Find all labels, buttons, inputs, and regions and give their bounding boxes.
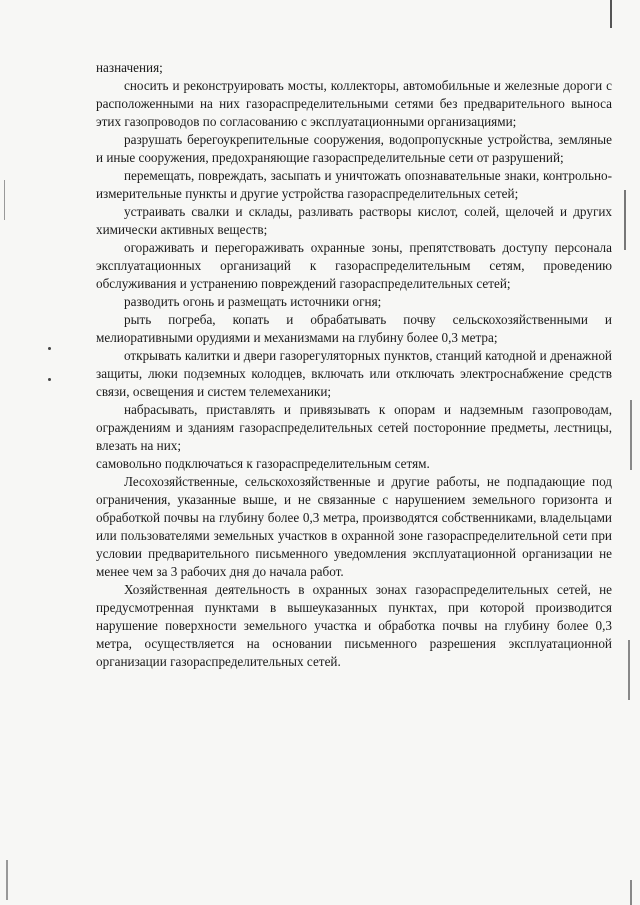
scan-edge-mark-top-right bbox=[610, 0, 612, 28]
paragraph-7: разводить огонь и размещать источники огня; bbox=[124, 294, 382, 309]
scan-dot-2 bbox=[48, 378, 51, 381]
paragraph-9: открывать калитки и двери газорегуляторных пунктов, станций катодной и дренажной защиты, люки подземных колодцев, включать или отключать электроснабжение средств связи, освещения и систем телемеханики; bbox=[96, 348, 612, 399]
scan-dot-1 bbox=[48, 347, 51, 350]
scan-edge-mark-right-3 bbox=[628, 640, 630, 700]
document-body bbox=[96, 59, 612, 671]
paragraph-6: огораживать и перегораживать охранные зоны, препятствовать доступу персонала эксплуатационных организаций к газораспределительным сетям, проведению обслуживания и устранению повреждений газораспределительных сетей; bbox=[96, 240, 612, 291]
scan-edge-mark-bottom-right bbox=[630, 880, 632, 905]
paragraph-4: перемещать, повреждать, засыпать и уничтожать опознавательные знаки, контрольно-измерительные пункты и другие устройства газораспределительных сетей; bbox=[96, 168, 612, 201]
paragraph-12: Лесохозяйственные, сельскохозяйственные и другие работы, не подпадающие под ограничения, указанные выше, и не связанные с нарушением земельного горизонта и обработкой почвы на глубину более 0,3 метра, производятся собственниками, владельцами или пользователями земельных участков в охранной зоне газораспределительной сети при условии предварительного письменного уведомления эксплуатационной организации не менее чем за 3 рабочих дня до начала работ. bbox=[96, 474, 612, 579]
paragraph-13: Хозяйственная деятельность в охранных зонах газораспределительных сетей, не предусмотренная пунктами в вышеуказанных пунктах, при которой производится нарушение поверхности земельного участка и обработка почвы на глубину более 0,3 метра, осуществляется на основании письменного разрешения эксплуатационной организации газораспределительных сетей. bbox=[96, 582, 612, 669]
paragraph-8: рыть погреба, копать и обрабатывать почву сельскохозяйственными и мелиоративными орудиями и механизмами на глубину более 0,3 метра; bbox=[96, 312, 612, 345]
scan-edge-mark-right-2 bbox=[630, 400, 632, 470]
paragraph-5: устраивать свалки и склады, разливать растворы кислот, солей, щелочей и других химически активных веществ; bbox=[96, 204, 612, 237]
scan-edge-mark-left bbox=[4, 180, 5, 220]
paragraph-11: самовольно подключаться к газораспределительным сетям. bbox=[96, 456, 430, 471]
scan-edge-mark-bottom-left bbox=[6, 860, 8, 900]
paragraph-1: назначения; bbox=[96, 60, 163, 75]
paragraph-2: сносить и реконструировать мосты, коллекторы, автомобильные и железные дороги с расположенными на них газораспределительными сетями без предварительного выноса этих газопроводов по согласованию с эксплуатационными организациями; bbox=[96, 78, 612, 129]
paragraph-10: набрасывать, приставлять и привязывать к опорам и надземным газопроводам, ограждениям и зданиям газораспределительных сетей посторонние предметы, лестницы, влезать на них; bbox=[96, 402, 612, 453]
paragraph-3: разрушать берегоукрепительные сооружения, водопропускные устройства, земляные и иные сооружения, предохраняющие газораспределительные сети от разрушений; bbox=[96, 132, 612, 165]
scan-edge-mark-right-1 bbox=[624, 190, 626, 250]
